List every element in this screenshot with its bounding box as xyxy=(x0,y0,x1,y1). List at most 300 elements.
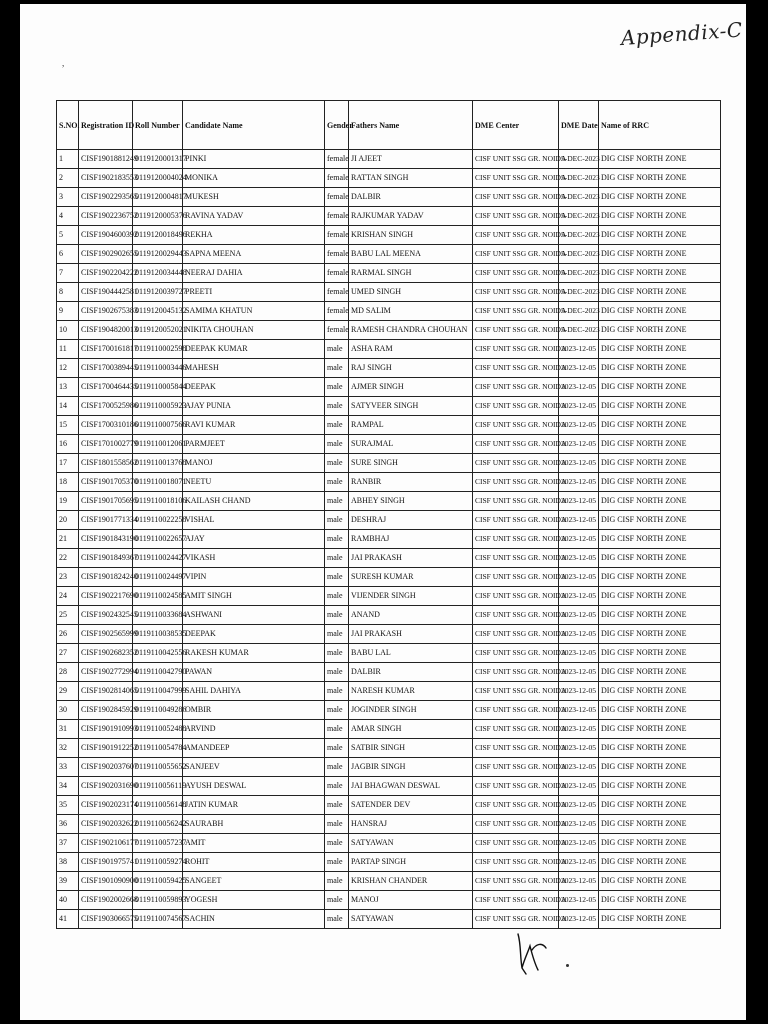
table-cell: AYUSH DESWAL xyxy=(183,777,325,796)
table-cell: male xyxy=(325,853,349,872)
table-cell: DIG CISF NORTH ZONE xyxy=(599,511,721,530)
table-row xyxy=(57,606,721,625)
table-cell: male xyxy=(325,492,349,511)
table-cell: CISF UNIT SSG GR. NOIDA xyxy=(473,207,559,226)
table-cell: DIG CISF NORTH ZONE xyxy=(599,606,721,625)
table-cell: male xyxy=(325,739,349,758)
table-row xyxy=(57,169,721,188)
table-row xyxy=(57,321,721,340)
table-cell: 0119110057237 xyxy=(133,834,183,853)
table-cell: DIG CISF NORTH ZONE xyxy=(599,416,721,435)
table-cell: CISF UNIT SSG GR. NOIDA xyxy=(473,264,559,283)
table-cell: DIG CISF NORTH ZONE xyxy=(599,549,721,568)
table-cell: PARTAP SINGH xyxy=(349,853,473,872)
table-cell: 2023-12-05 xyxy=(559,568,599,587)
table-cell: CISF1901705370 xyxy=(79,473,133,492)
table-cell: male xyxy=(325,758,349,777)
table-cell: AMAR SINGH xyxy=(349,720,473,739)
table-cell: CISF UNIT SSG GR. NOIDA xyxy=(473,492,559,511)
table-cell: 2023-12-05 xyxy=(559,663,599,682)
table-cell: SATYAWAN xyxy=(349,834,473,853)
table-cell: 0119110022258 xyxy=(133,511,183,530)
table-cell: SURE SINGH xyxy=(349,454,473,473)
table-cell: DALBIR xyxy=(349,663,473,682)
table-cell: 19 xyxy=(57,492,79,511)
table-cell: 2023-12-05 xyxy=(559,530,599,549)
table-cell: 0119110042556 xyxy=(133,644,183,663)
table-cell: HANSRAJ xyxy=(349,815,473,834)
table-cell: 0119110054784 xyxy=(133,739,183,758)
table-cell: YOGESH xyxy=(183,891,325,910)
column-header: DME Date xyxy=(559,101,599,150)
table-cell: 5-DEC-2023 xyxy=(559,188,599,207)
table-cell: CISF UNIT SSG GR. NOIDA xyxy=(473,340,559,359)
table-row xyxy=(57,283,721,302)
table-cell: CISF UNIT SSG GR. NOIDA xyxy=(473,625,559,644)
table-cell: CISF1801558562 xyxy=(79,454,133,473)
table-cell: 0119110056242 xyxy=(133,815,183,834)
table-cell: female xyxy=(325,245,349,264)
table-cell: CISF1902023174 xyxy=(79,796,133,815)
table-cell: CISF UNIT SSG GR. NOIDA xyxy=(473,872,559,891)
table-cell: NEETU xyxy=(183,473,325,492)
table-cell: MANOJ xyxy=(183,454,325,473)
table-cell: 2023-12-05 xyxy=(559,644,599,663)
table-cell: DIG CISF NORTH ZONE xyxy=(599,264,721,283)
table-cell: DIG CISF NORTH ZONE xyxy=(599,454,721,473)
table-cell: CISF UNIT SSG GR. NOIDA xyxy=(473,169,559,188)
table-cell: 2023-12-05 xyxy=(559,454,599,473)
table-cell: DESHRAJ xyxy=(349,511,473,530)
table-cell: CISF UNIT SSG GR. NOIDA xyxy=(473,245,559,264)
table-cell: 2023-12-05 xyxy=(559,587,599,606)
table-cell: DIG CISF NORTH ZONE xyxy=(599,340,721,359)
table-cell: 18 xyxy=(57,473,79,492)
table-cell: male xyxy=(325,720,349,739)
table-cell: CISF1904600392 xyxy=(79,226,133,245)
table-cell: AMIT SINGH xyxy=(183,587,325,606)
table-cell: 2023-12-05 xyxy=(559,606,599,625)
appendix-note: Appendix-C xyxy=(620,17,744,50)
table-cell: RARMAL SINGH xyxy=(349,264,473,283)
table-row xyxy=(57,701,721,720)
table-cell: CISF1904820013 xyxy=(79,321,133,340)
table-cell: 0119120004024 xyxy=(133,169,183,188)
table-cell: female xyxy=(325,302,349,321)
table-cell: NEERAJ DAHIA xyxy=(183,264,325,283)
table-cell: CISF1901090900 xyxy=(79,872,133,891)
table-cell: SAPNA MEENA xyxy=(183,245,325,264)
table-cell: 0119120005376 xyxy=(133,207,183,226)
table-row xyxy=(57,568,721,587)
table-cell: RAVI KUMAR xyxy=(183,416,325,435)
table-cell: 0119110005844 xyxy=(133,378,183,397)
table-cell: CISF1901881249 xyxy=(79,150,133,169)
table-cell: 5-DEC-2023 xyxy=(559,321,599,340)
table-row xyxy=(57,549,721,568)
table-cell: CISF UNIT SSG GR. NOIDA xyxy=(473,568,559,587)
table-body xyxy=(57,150,721,929)
table-cell: 2 xyxy=(57,169,79,188)
table-cell: CISF1902772994 xyxy=(79,663,133,682)
table-cell: UMED SINGH xyxy=(349,283,473,302)
table-cell: AMIT xyxy=(183,834,325,853)
table-row xyxy=(57,416,721,435)
candidate-table xyxy=(56,100,721,929)
table-cell: SANJEEV xyxy=(183,758,325,777)
table-cell: SATBIR SINGH xyxy=(349,739,473,758)
table-cell: 0119110018106 xyxy=(133,492,183,511)
table-cell: PARMJEET xyxy=(183,435,325,454)
table-cell: 7 xyxy=(57,264,79,283)
table-cell: ASHWANI xyxy=(183,606,325,625)
table-cell: AJMER SINGH xyxy=(349,378,473,397)
table-cell: SAHIL DAHIYA xyxy=(183,682,325,701)
table-cell: MD SALIM xyxy=(349,302,473,321)
table-cell: CISF1902106177 xyxy=(79,834,133,853)
table-cell: SACHIN xyxy=(183,910,325,929)
table-cell: DIG CISF NORTH ZONE xyxy=(599,796,721,815)
table-cell: 9 xyxy=(57,302,79,321)
table-cell: CISF1902037607 xyxy=(79,758,133,777)
table-cell: female xyxy=(325,169,349,188)
table-cell: CISF UNIT SSG GR. NOIDA xyxy=(473,473,559,492)
table-cell: CISF UNIT SSG GR. NOIDA xyxy=(473,454,559,473)
table-cell: CISF1902902655 xyxy=(79,245,133,264)
table-cell: CISF1904442581 xyxy=(79,283,133,302)
table-cell: MAHESH xyxy=(183,359,325,378)
table-cell: CISF1902293565 xyxy=(79,188,133,207)
table-cell: SATENDER DEV xyxy=(349,796,473,815)
table-cell: PAWAN xyxy=(183,663,325,682)
table-cell: male xyxy=(325,815,349,834)
table-cell: 5-DEC-2023 xyxy=(559,226,599,245)
table-cell: CISF UNIT SSG GR. NOIDA xyxy=(473,644,559,663)
table-cell: 0119110022657 xyxy=(133,530,183,549)
table-row xyxy=(57,207,721,226)
table-cell: 33 xyxy=(57,758,79,777)
table-cell: CISF UNIT SSG GR. NOIDA xyxy=(473,834,559,853)
table-cell: OMBIR xyxy=(183,701,325,720)
table-cell: CISF UNIT SSG GR. NOIDA xyxy=(473,150,559,169)
table-row xyxy=(57,511,721,530)
table-cell: female xyxy=(325,283,349,302)
table-cell: 5-DEC-2023 xyxy=(559,264,599,283)
table-row xyxy=(57,587,721,606)
table-cell: 2023-12-05 xyxy=(559,720,599,739)
table-cell: MONIKA xyxy=(183,169,325,188)
table-cell: PREETI xyxy=(183,283,325,302)
table-cell: RATTAN SINGH xyxy=(349,169,473,188)
table-cell: 20 xyxy=(57,511,79,530)
table-cell: CISF1901912252 xyxy=(79,739,133,758)
table-row xyxy=(57,834,721,853)
table-cell: 2023-12-05 xyxy=(559,777,599,796)
table-cell: 2023-12-05 xyxy=(559,492,599,511)
table-cell: 41 xyxy=(57,910,79,929)
table-cell: DIG CISF NORTH ZONE xyxy=(599,473,721,492)
table-row xyxy=(57,796,721,815)
table-cell: 16 xyxy=(57,435,79,454)
table-cell: CISF UNIT SSG GR. NOIDA xyxy=(473,796,559,815)
table-cell: 2023-12-05 xyxy=(559,739,599,758)
table-cell: DIG CISF NORTH ZONE xyxy=(599,834,721,853)
table-row xyxy=(57,758,721,777)
table-cell: 15 xyxy=(57,416,79,435)
table-cell: 13 xyxy=(57,378,79,397)
table-cell: CISF UNIT SSG GR. NOIDA xyxy=(473,378,559,397)
table-cell: 2023-12-05 xyxy=(559,701,599,720)
table-cell: 28 xyxy=(57,663,79,682)
table-cell: JI AJEET xyxy=(349,150,473,169)
table-cell: 24 xyxy=(57,587,79,606)
table-cell: 5-DEC-2023 xyxy=(559,169,599,188)
table-cell: CISF UNIT SSG GR. NOIDA xyxy=(473,682,559,701)
table-cell: 2023-12-05 xyxy=(559,682,599,701)
table-cell: 12 xyxy=(57,359,79,378)
table-cell: 0119110059893 xyxy=(133,891,183,910)
table-cell: VIPIN xyxy=(183,568,325,587)
table-cell: 2023-12-05 xyxy=(559,891,599,910)
table-cell: DALBIR xyxy=(349,188,473,207)
table-cell: CISF1901975741 xyxy=(79,853,133,872)
table-row xyxy=(57,397,721,416)
table-cell: DIG CISF NORTH ZONE xyxy=(599,853,721,872)
table-row xyxy=(57,872,721,891)
table-cell: SATYVEER SINGH xyxy=(349,397,473,416)
table-cell: 2023-12-05 xyxy=(559,416,599,435)
table-cell: 27 xyxy=(57,644,79,663)
table-cell: MUKESH xyxy=(183,188,325,207)
table-cell: CISF1902204222 xyxy=(79,264,133,283)
table-cell: CISF1902432545 xyxy=(79,606,133,625)
table-cell: PINKI xyxy=(183,150,325,169)
table-cell: DIG CISF NORTH ZONE xyxy=(599,682,721,701)
table-cell: CISF UNIT SSG GR. NOIDA xyxy=(473,853,559,872)
table-cell: male xyxy=(325,644,349,663)
table-cell: male xyxy=(325,549,349,568)
table-cell: 2023-12-05 xyxy=(559,435,599,454)
table-cell: CISF UNIT SSG GR. NOIDA xyxy=(473,891,559,910)
table-cell: 2023-12-05 xyxy=(559,815,599,834)
table-cell: DIG CISF NORTH ZONE xyxy=(599,169,721,188)
table-cell: 39 xyxy=(57,872,79,891)
table-cell: male xyxy=(325,473,349,492)
table-cell: DEEPAK xyxy=(183,625,325,644)
table-cell: 2023-12-05 xyxy=(559,378,599,397)
table-cell: 0119110055652 xyxy=(133,758,183,777)
column-header: Gender xyxy=(325,101,349,150)
table-cell: 0119110007566 xyxy=(133,416,183,435)
table-cell: 0119120001317 xyxy=(133,150,183,169)
table-cell: 2023-12-05 xyxy=(559,834,599,853)
table-cell: male xyxy=(325,891,349,910)
table-cell: 22 xyxy=(57,549,79,568)
table-cell: female xyxy=(325,264,349,283)
table-cell: CISF1902031690 xyxy=(79,777,133,796)
table-cell: 2023-12-05 xyxy=(559,910,599,929)
table-cell: 0119110024427 xyxy=(133,549,183,568)
table-cell: NIKITA CHOUHAN xyxy=(183,321,325,340)
column-header: Fathers Name xyxy=(349,101,473,150)
table-cell: 0119120004817 xyxy=(133,188,183,207)
table-cell: KRISHAN SINGH xyxy=(349,226,473,245)
table-row xyxy=(57,359,721,378)
table-cell: DIG CISF NORTH ZONE xyxy=(599,378,721,397)
table-cell: 29 xyxy=(57,682,79,701)
table-row xyxy=(57,492,721,511)
table-cell: SATYAWAN xyxy=(349,910,473,929)
table-cell: 8 xyxy=(57,283,79,302)
table-cell: 5-DEC-2023 xyxy=(559,207,599,226)
table-cell: SAMIMA KHATUN xyxy=(183,302,325,321)
table-cell: CISF UNIT SSG GR. NOIDA xyxy=(473,416,559,435)
table-cell: DIG CISF NORTH ZONE xyxy=(599,568,721,587)
table-cell: male xyxy=(325,397,349,416)
table-cell: CISF UNIT SSG GR. NOIDA xyxy=(473,302,559,321)
table-cell: female xyxy=(325,226,349,245)
table-cell: RAMPAL xyxy=(349,416,473,435)
table-cell: 3 xyxy=(57,188,79,207)
table-cell: CISF UNIT SSG GR. NOIDA xyxy=(473,435,559,454)
table-cell: ROHIT xyxy=(183,853,325,872)
document-page xyxy=(20,4,746,1020)
table-cell: 2023-12-05 xyxy=(559,853,599,872)
table-cell: CISF1902675383 xyxy=(79,302,133,321)
table-cell: DIG CISF NORTH ZONE xyxy=(599,891,721,910)
table-cell: 0119120039727 xyxy=(133,283,183,302)
table-cell: 25 xyxy=(57,606,79,625)
table-row xyxy=(57,853,721,872)
table-cell: CISF UNIT SSG GR. NOIDA xyxy=(473,910,559,929)
table-cell: CISF UNIT SSG GR. NOIDA xyxy=(473,511,559,530)
table-row xyxy=(57,663,721,682)
table-cell: CISF UNIT SSG GR. NOIDA xyxy=(473,720,559,739)
table-cell: male xyxy=(325,454,349,473)
table-cell: CISF UNIT SSG GR. NOIDA xyxy=(473,530,559,549)
table-cell: CISF1901771334 xyxy=(79,511,133,530)
table-cell: DEEPAK KUMAR xyxy=(183,340,325,359)
table-cell: AJAY PUNIA xyxy=(183,397,325,416)
table-cell: 0119110047999 xyxy=(133,682,183,701)
table-cell: DIG CISF NORTH ZONE xyxy=(599,587,721,606)
table-cell: JATIN KUMAR xyxy=(183,796,325,815)
table-cell: BABU LAL xyxy=(349,644,473,663)
table-cell: CISF1902814065 xyxy=(79,682,133,701)
table-cell: RAKESH KUMAR xyxy=(183,644,325,663)
table-cell: male xyxy=(325,587,349,606)
signature-dot xyxy=(566,964,569,967)
table-cell: 0119110049286 xyxy=(133,701,183,720)
table-cell: DIG CISF NORTH ZONE xyxy=(599,910,721,929)
table-cell: DIG CISF NORTH ZONE xyxy=(599,245,721,264)
table-row xyxy=(57,454,721,473)
table-cell: male xyxy=(325,910,349,929)
table-cell: CISF1901843190 xyxy=(79,530,133,549)
table-cell: RAJKUMAR YADAV xyxy=(349,207,473,226)
table-row xyxy=(57,530,721,549)
table-cell: CISF UNIT SSG GR. NOIDA xyxy=(473,663,559,682)
table-row xyxy=(57,226,721,245)
table-cell: 31 xyxy=(57,720,79,739)
table-cell: RANBIR xyxy=(349,473,473,492)
table-row xyxy=(57,739,721,758)
table-cell: ARVIND xyxy=(183,720,325,739)
table-cell: male xyxy=(325,378,349,397)
table-cell: DIG CISF NORTH ZONE xyxy=(599,226,721,245)
table-cell: AJAY xyxy=(183,530,325,549)
table-cell: VIJENDER SINGH xyxy=(349,587,473,606)
table-cell: REKHA xyxy=(183,226,325,245)
table-row xyxy=(57,302,721,321)
table-cell: 2023-12-05 xyxy=(559,758,599,777)
table-row xyxy=(57,682,721,701)
table-cell: DIG CISF NORTH ZONE xyxy=(599,150,721,169)
table-cell: CISF UNIT SSG GR. NOIDA xyxy=(473,226,559,245)
table-cell: DIG CISF NORTH ZONE xyxy=(599,188,721,207)
table-row xyxy=(57,891,721,910)
table-cell: SURESH KUMAR xyxy=(349,568,473,587)
table-cell: 5-DEC-2023 xyxy=(559,302,599,321)
table-cell: RAMESH CHANDRA CHOUHAN xyxy=(349,321,473,340)
table-cell: 2023-12-05 xyxy=(559,359,599,378)
table-cell: DIG CISF NORTH ZONE xyxy=(599,283,721,302)
table-row xyxy=(57,378,721,397)
table-cell: 38 xyxy=(57,853,79,872)
table-cell: 0119110059274 xyxy=(133,853,183,872)
table-cell: 0119120029443 xyxy=(133,245,183,264)
table-cell: male xyxy=(325,701,349,720)
column-header: Candidate Name xyxy=(183,101,325,150)
table-cell: CISF UNIT SSG GR. NOIDA xyxy=(473,777,559,796)
table-cell: 0119110033684 xyxy=(133,606,183,625)
table-cell: male xyxy=(325,340,349,359)
table-cell: CISF UNIT SSG GR. NOIDA xyxy=(473,283,559,302)
table-cell: DIG CISF NORTH ZONE xyxy=(599,397,721,416)
signature xyxy=(512,930,552,978)
table-cell: 0119120018496 xyxy=(133,226,183,245)
table-cell: DEEPAK xyxy=(183,378,325,397)
table-row xyxy=(57,435,721,454)
table-cell: 34 xyxy=(57,777,79,796)
table-cell: male xyxy=(325,682,349,701)
table-cell: JAI PRAKASH xyxy=(349,549,473,568)
table-cell: male xyxy=(325,511,349,530)
table-row xyxy=(57,720,721,739)
table-cell: 0119120052021 xyxy=(133,321,183,340)
table-cell: 0119110074567 xyxy=(133,910,183,929)
table-cell: CISF1902183553 xyxy=(79,169,133,188)
table-cell: KRISHAN CHANDER xyxy=(349,872,473,891)
table-cell: CISF UNIT SSG GR. NOIDA xyxy=(473,587,559,606)
column-header: Registration ID xyxy=(79,101,133,150)
table-cell: CISF1701002779 xyxy=(79,435,133,454)
table-cell: 0119110012061 xyxy=(133,435,183,454)
table-cell: KAILASH CHAND xyxy=(183,492,325,511)
table-cell: VIKASH xyxy=(183,549,325,568)
table-cell: BABU LAL MEENA xyxy=(349,245,473,264)
table-cell: CISF UNIT SSG GR. NOIDA xyxy=(473,739,559,758)
table-cell: CISF1700464435 xyxy=(79,378,133,397)
table-cell: male xyxy=(325,663,349,682)
table-cell: 2023-12-05 xyxy=(559,796,599,815)
table-cell: 26 xyxy=(57,625,79,644)
table-cell: CISF1902565999 xyxy=(79,625,133,644)
table-row xyxy=(57,340,721,359)
table-cell: 40 xyxy=(57,891,79,910)
table-cell: AMANDEEP xyxy=(183,739,325,758)
table-cell: female xyxy=(325,188,349,207)
